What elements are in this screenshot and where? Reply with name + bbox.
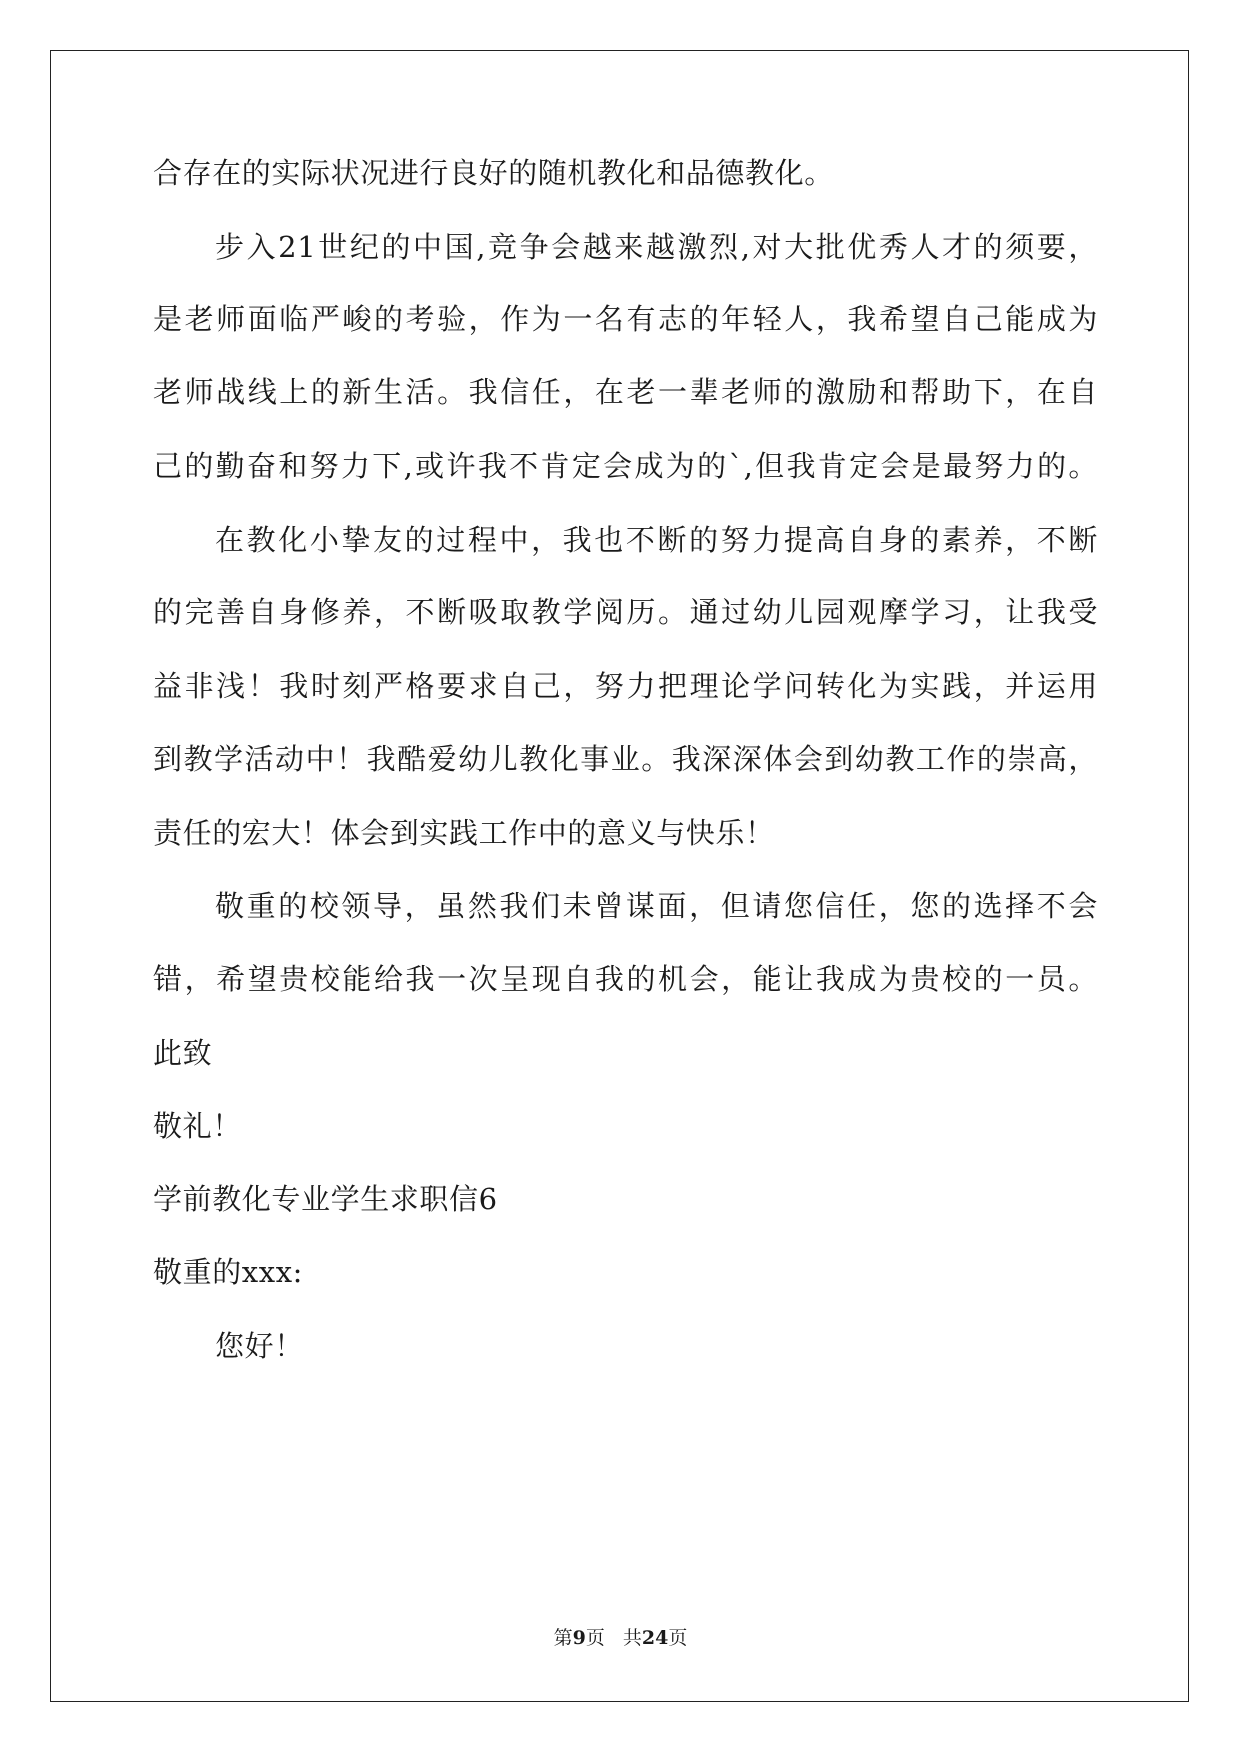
letter-recipient: 敬重的xxx: <box>153 1255 304 1289</box>
closing-salutation: 此致 <box>153 1036 213 1070</box>
text-line: 错，希望贵校能给我一次呈现自我的机会，能让我成为贵校的一员。 <box>153 962 1098 996</box>
page-footer <box>0 1623 1241 1650</box>
text-line: 的完善自身修养，不断吸取教学阅历。通过幼儿园观摩学习，让我受 <box>153 595 1098 629</box>
page-prefix: 第 <box>553 1627 573 1649</box>
text-line: 益非浅！我时刻严格要求自己，努力把理论学问转化为实践，并运用 <box>153 669 1098 703</box>
text-line: 在教化小挚友的过程中，我也不断的努力提高自身的素养，不断 <box>215 523 1098 557</box>
page-number: 9 <box>572 1627 586 1649</box>
text-line: 步入21世纪的中国,竞争会越来越激烈,对大批优秀人才的须要， <box>215 230 1098 264</box>
section-heading: 学前教化专业学生求职信6 <box>153 1182 498 1216</box>
text-line: 己的勤奋和努力下,或许我不肯定会成为的`,但我肯定会是最努力的。 <box>153 449 1098 483</box>
text-line: 责任的宏大！体会到实践工作中的意义与快乐！ <box>153 816 775 850</box>
letter-greeting: 您好！ <box>215 1329 304 1363</box>
text-line: 合存在的实际状况进行良好的随机教化和品德教化。 <box>153 156 834 190</box>
page-border <box>50 50 1189 1702</box>
page-suffix: 页 <box>585 1627 605 1649</box>
text-line: 敬重的校领导，虽然我们未曾谋面，但请您信任，您的选择不会 <box>215 889 1098 923</box>
text-line: 老师战线上的新生活。我信任，在老一辈老师的激励和帮助下，在自 <box>153 375 1098 409</box>
total-suffix: 页 <box>668 1627 688 1649</box>
total-pages: 24 <box>641 1627 669 1649</box>
closing-regards: 敬礼！ <box>153 1109 242 1143</box>
text-line: 是老师面临严峻的考验，作为一名有志的年轻人，我希望自己能成为 <box>153 302 1098 336</box>
total-prefix: 共 <box>622 1627 642 1649</box>
text-line: 到教学活动中！我酷爱幼儿教化事业。我深深体会到幼教工作的崇高， <box>153 742 1098 776</box>
